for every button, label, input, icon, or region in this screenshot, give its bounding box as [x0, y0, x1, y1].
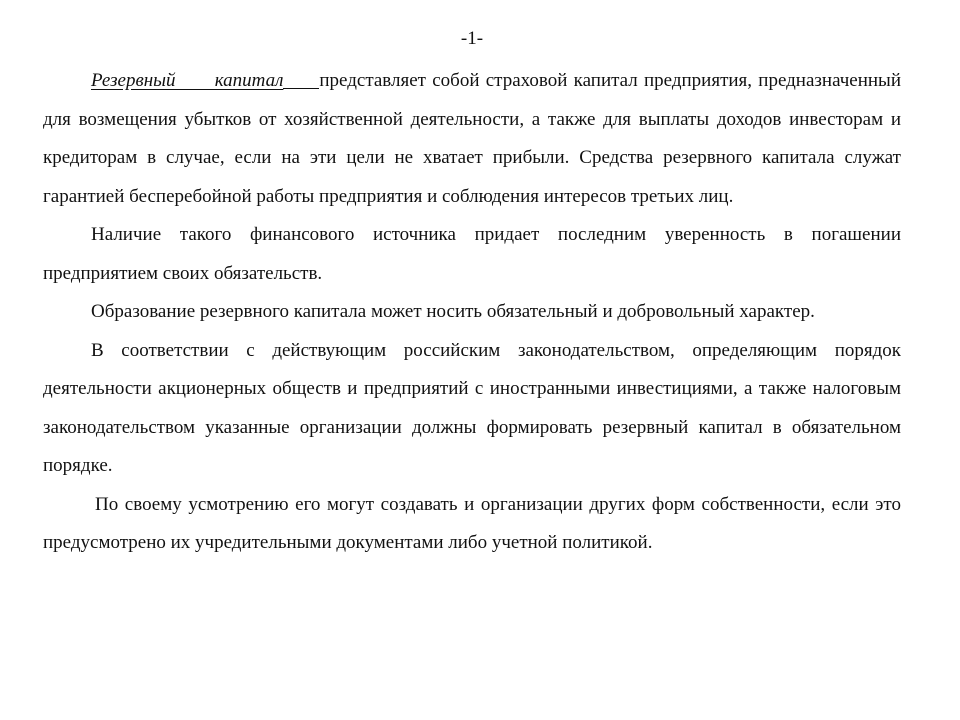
paragraph-financial-source: Наличие такого финансового источника придает последним уверенность в погашении предприятием своих обязательств.: [43, 224, 901, 284]
paragraph-formation-character: Образование резервного капитала может носить обязательный и добровольный характер.: [91, 301, 815, 322]
paragraph-reserve-capital-definition: [43, 62, 901, 216]
page-number: -1-: [460, 28, 484, 49]
paragraph-legislation: В соответствии с действующим российским законодательством, определяющим порядок деятельности акционерных обществ и предприятий с иностранными инвестициями, а также налоговым законодательством указанные организации должны формировать резервный капитал в обязательном порядке.: [43, 339, 901, 476]
term-underline-gap: [283, 87, 319, 89]
document-page: [43, 26, 901, 563]
defined-term: Резервный капитал: [91, 70, 284, 91]
paragraph-discretion: По своему усмотрению его могут создавать и организации других форм собственности, если это предусмотрено их учредительными документами либо учетной политикой.: [43, 493, 901, 553]
paragraph-text: представляет собой страховой капитал предприятия, предназначенный для возмещения убытков от хозяйственной деятельности, а также для выплаты доходов инвесторам и кредиторам в случае, если на эти цели не хватает прибыли. Средства резервного капитала служат гарантией бесперебойной работы предприятия и соблюдения интересов третьих лиц.: [43, 70, 901, 207]
